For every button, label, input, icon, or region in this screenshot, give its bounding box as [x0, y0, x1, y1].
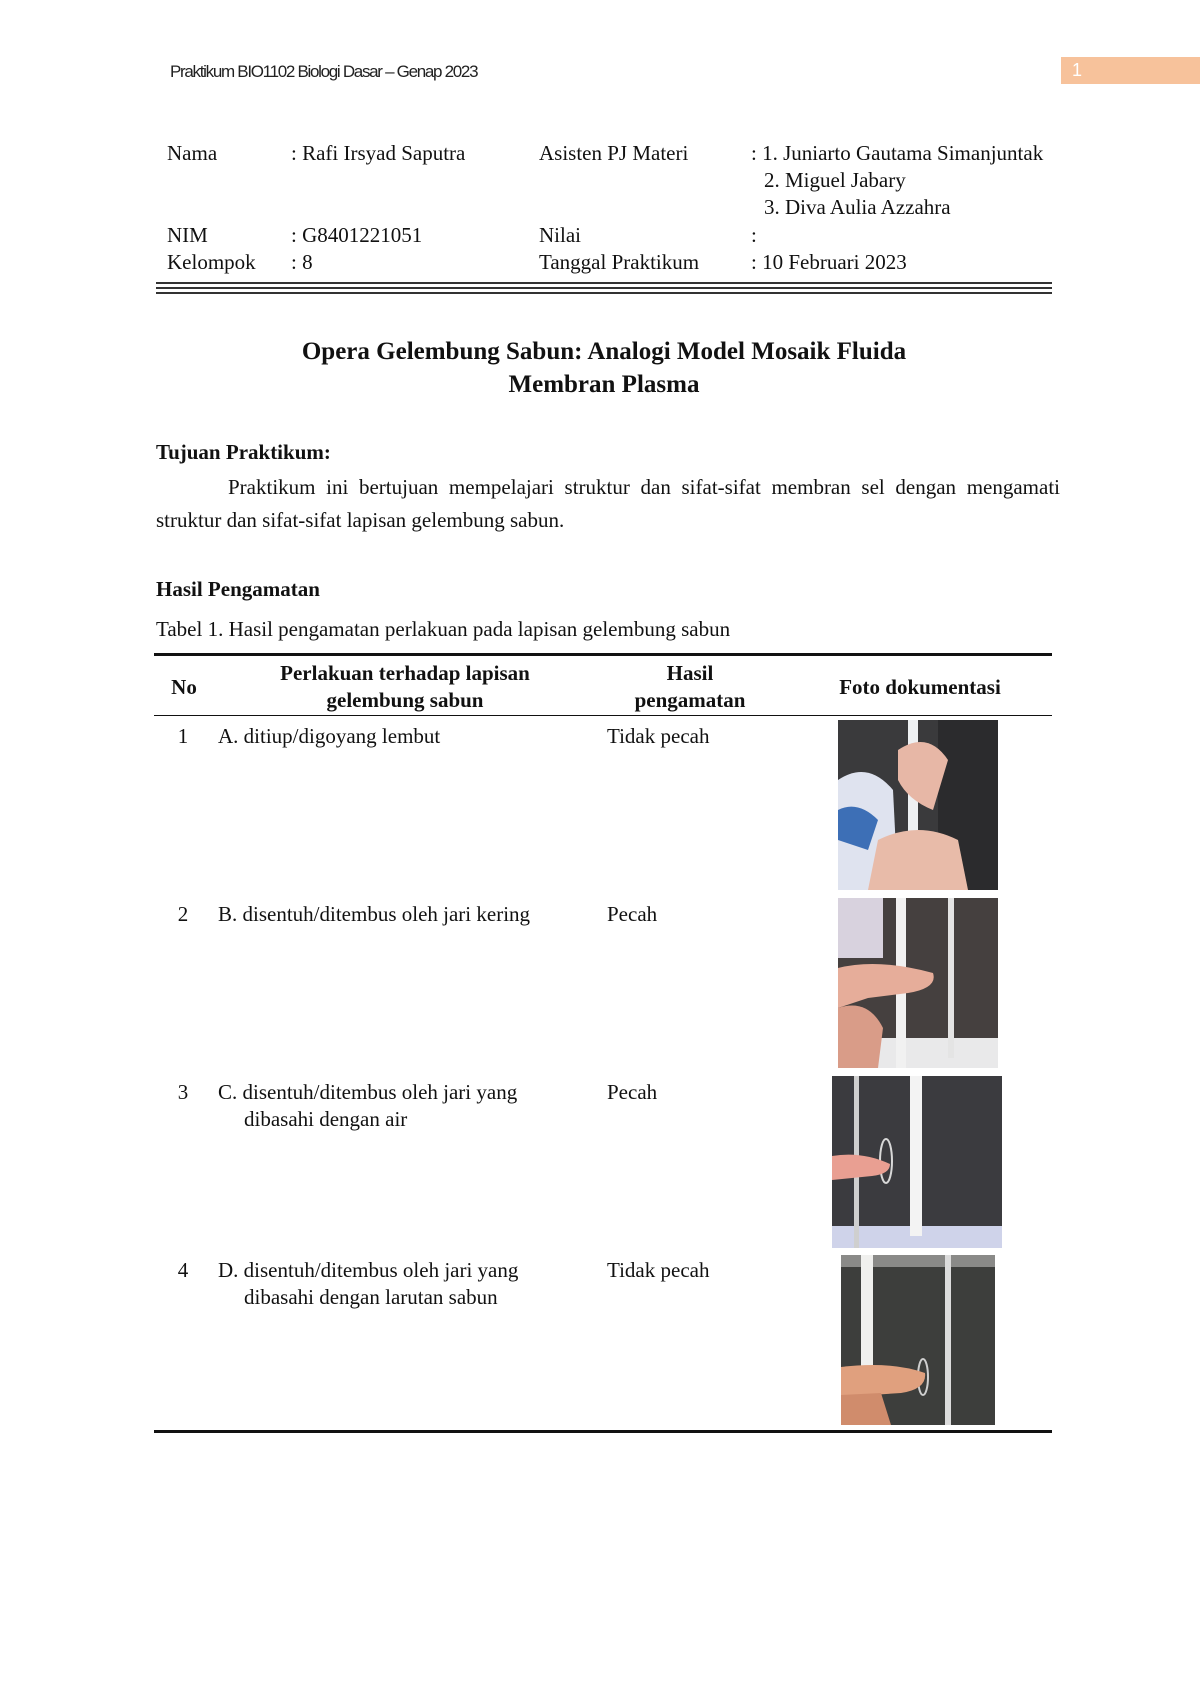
- title-line-2: Membran Plasma: [508, 371, 700, 398]
- page-number-badge: 1: [1061, 57, 1200, 84]
- nim-value: : G8401221051: [291, 223, 423, 247]
- photo-documentation: [838, 720, 998, 890]
- asisten-value-2: 2. Miguel Jabary: [764, 168, 906, 192]
- row-perlakuan: [218, 901, 530, 928]
- tujuan-paragraph: Praktikum ini bertujuan mempelajari struktur dan sifat-sifat membran sel dengan mengamati struktur dan sifat-sifat lapisan gelembung sabun.: [156, 475, 1060, 532]
- row-perlakuan: [218, 1257, 518, 1311]
- row-hasil: Pecah: [607, 1080, 658, 1104]
- running-header: Praktikum BIO1102 Biologi Dasar – Genap 2023: [170, 62, 478, 81]
- table-top-rule: [154, 653, 1052, 656]
- table-caption: Tabel 1. Hasil pengamatan perlakuan pada lapisan gelembung sabun: [156, 617, 731, 641]
- hasil-heading: Hasil Pengamatan: [156, 577, 320, 601]
- row-number: 3: [177, 1080, 189, 1104]
- double-separator-line: [156, 282, 1052, 294]
- row-perlakuan: [218, 1079, 517, 1133]
- table-bottom-rule: [154, 1430, 1052, 1433]
- title-line-1: Opera Gelembung Sabun: Analogi Model Mosaik Fluida: [301, 338, 907, 365]
- row-hasil: Tidak pecah: [607, 1258, 710, 1282]
- row-perlakuan: [218, 723, 440, 750]
- row-hasil: Pecah: [607, 902, 658, 926]
- nilai-value: :: [751, 223, 757, 247]
- nama-label: Nama: [167, 141, 218, 165]
- tanggal-value: : 10 Februari 2023: [751, 250, 907, 274]
- col-header-no: No: [171, 675, 197, 699]
- perlakuan-text-continued: dibasahi dengan air: [244, 1107, 408, 1131]
- asisten-value-1: : 1. Juniarto Gautama Simanjuntak: [751, 141, 1044, 165]
- row-number: 1: [177, 724, 189, 748]
- nama-value: : Rafi Irsyad Saputra: [291, 141, 466, 165]
- row-hasil: Tidak pecah: [607, 724, 710, 748]
- row-number: 4: [177, 1258, 189, 1282]
- perlakuan-text: B. disentuh/ditembus oleh jari kering: [218, 902, 531, 926]
- perlakuan-text-continued: dibasahi dengan larutan sabun: [244, 1285, 498, 1309]
- tujuan-heading: Tujuan Praktikum:: [156, 440, 331, 464]
- row-number: 2: [177, 902, 189, 926]
- col-header-foto: Foto dokumentasi: [839, 675, 1001, 699]
- perlakuan-text: D. disentuh/ditembus oleh jari yang: [218, 1258, 519, 1282]
- document-title: [156, 335, 1052, 401]
- photo-documentation: [832, 1076, 1002, 1248]
- photo-documentation: [841, 1255, 995, 1425]
- col-header-perlakuan: Perlakuan terhadap lapisan gelembung sabun: [280, 661, 530, 712]
- table-header-rule: [154, 715, 1052, 716]
- asisten-value-3: 3. Diva Aulia Azzahra: [764, 195, 951, 219]
- asisten-label: Asisten PJ Materi: [539, 141, 689, 165]
- tanggal-label: Tanggal Praktikum: [539, 250, 700, 274]
- nilai-label: Nilai: [539, 223, 581, 247]
- perlakuan-text: C. disentuh/ditembus oleh jari yang: [218, 1080, 518, 1104]
- kelompok-value: : 8: [291, 250, 313, 274]
- photo-documentation: [838, 898, 998, 1068]
- col-header-hasil: Hasil pengamatan: [634, 661, 746, 712]
- nim-label: NIM: [167, 223, 208, 247]
- kelompok-label: Kelompok: [167, 250, 256, 274]
- perlakuan-text: A. ditiup/digoyang lembut: [218, 724, 441, 748]
